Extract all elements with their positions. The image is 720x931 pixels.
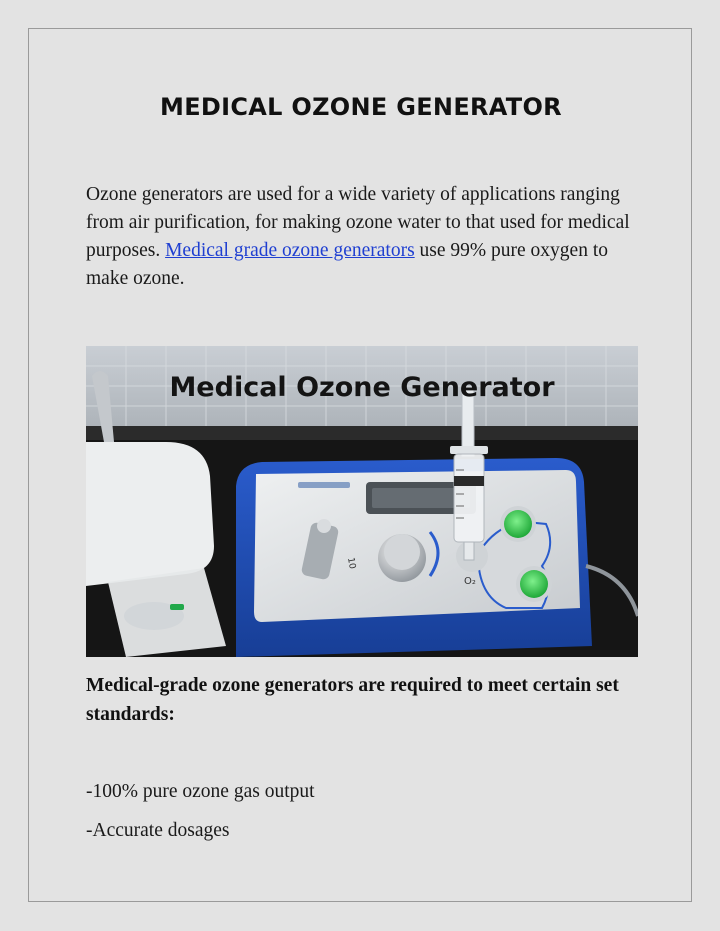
intro-text-start: Ozone generators are used for a wide variety of applications ranging from air purification, for making ozone water to that used for medical purposes. xyxy=(86,184,630,261)
page-title: MEDICAL OZONE GENERATOR xyxy=(160,93,562,121)
document-page xyxy=(28,28,692,902)
photo-caption: Medical Ozone Generator xyxy=(169,372,555,403)
ozone-generator-photo xyxy=(86,346,638,657)
intro-paragraph xyxy=(86,181,646,293)
medical-ozone-generators-link[interactable]: Medical grade ozone generators xyxy=(165,240,415,261)
svg-text:10: 10 xyxy=(345,556,357,570)
list-item: -Accurate dosages xyxy=(86,820,230,841)
standards-heading: Medical-grade ozone generators are required to meet certain set standards: xyxy=(86,675,619,725)
intro-text-end: use 99% pure oxygen to make ozone. xyxy=(86,240,609,289)
list-item: -100% pure ozone gas output xyxy=(86,781,315,802)
o2-outlet-label: O₂ xyxy=(464,576,476,587)
